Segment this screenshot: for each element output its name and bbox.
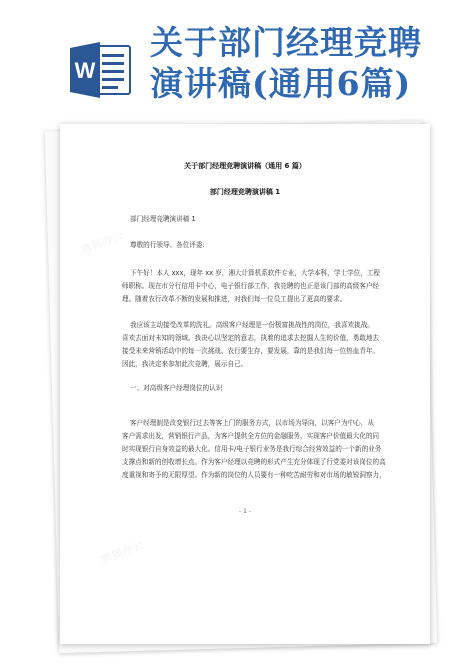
cover-title-line1: 关于部门经理竞聘 <box>150 23 422 62</box>
paragraph-line: 时实现银行自身效益的最大化。信用卡/电子银行业务是我行综合经营效益的一个新的业务 <box>122 445 382 453</box>
document-subtitle: 部门经理竞聘演讲稿 1 <box>209 188 281 196</box>
cover-title <box>150 22 460 104</box>
paragraph-line: 理。随着农行改革不断的发展和推进，对我们每一位员工提出了更高的要求。 <box>122 295 347 303</box>
paragraph-line: 接受未来营销活动中的每一次挑战。农行要生存，要发展，靠的是我们每一位热血青年。 <box>122 347 380 355</box>
paragraph-line: 度重视和寄予的无限厚望。作为新的岗位的人员要有一种吃苦耐劳和对市场的敏锐洞察力， <box>122 471 386 479</box>
cover-title-line2: 演讲稿(通用6篇) <box>150 64 412 103</box>
watermark: 熊猫办公 <box>99 538 146 567</box>
paragraph-line: 客户经理制是改变银行过去等客上门的服务方式，以市场为导向，以客户为中心，从 <box>130 419 374 427</box>
section-heading: 一、对高级客户经理岗位的认识 <box>130 384 223 392</box>
document-title: 关于部门经理竞聘演讲稿（通用 6 篇） <box>184 162 306 170</box>
watermark: 熊猫办公 <box>79 228 126 257</box>
paragraph-line: 因此，我决定来参加此次竞聘，展示自己。 <box>122 360 248 368</box>
watermark: 熊猫办公 <box>209 318 256 347</box>
paragraph-line: 支撑点和新的创收增长点。作为客户经理以竞聘的形式产生充分体现了行党委对该岗位的高 <box>122 458 386 466</box>
section-heading: 部门经理竞聘演讲稿 1 <box>130 215 196 223</box>
paragraph-line: 客户需求出发，营销银行产品，为客户提供全方位的金融服务，实现客户价值最大化的同 <box>122 432 380 440</box>
word-document-icon <box>68 40 132 100</box>
paragraph-line: 我应该主动接受改革的洗礼。高级客户经理是一份极富挑战性的岗位，我喜欢挑战。 <box>130 321 374 329</box>
salutation: 尊敬的行领导、各位评委: <box>130 241 205 249</box>
watermark: 熊猫办公 <box>319 418 366 447</box>
document-page <box>60 124 430 644</box>
page-number: - 1 - <box>239 508 251 515</box>
cover-header <box>0 0 474 112</box>
paragraph-line: 下午好！本人 xxx，现年 xx 岁，湘大计算机系软件专业，大学本科，学士学位，工程 <box>130 269 380 277</box>
paragraph-line: 师职称。现在市分行信用卡中心，电子银行部工作，我竞聘的也正是该门部的高级客户经 <box>122 282 380 290</box>
paragraph-line: 喜欢去面对未知的领域。我决心以坚定的意志，执着的追求去挖掘人生的价值，勇敢地去 <box>122 334 380 342</box>
word-icon-letter: W <box>74 58 96 83</box>
